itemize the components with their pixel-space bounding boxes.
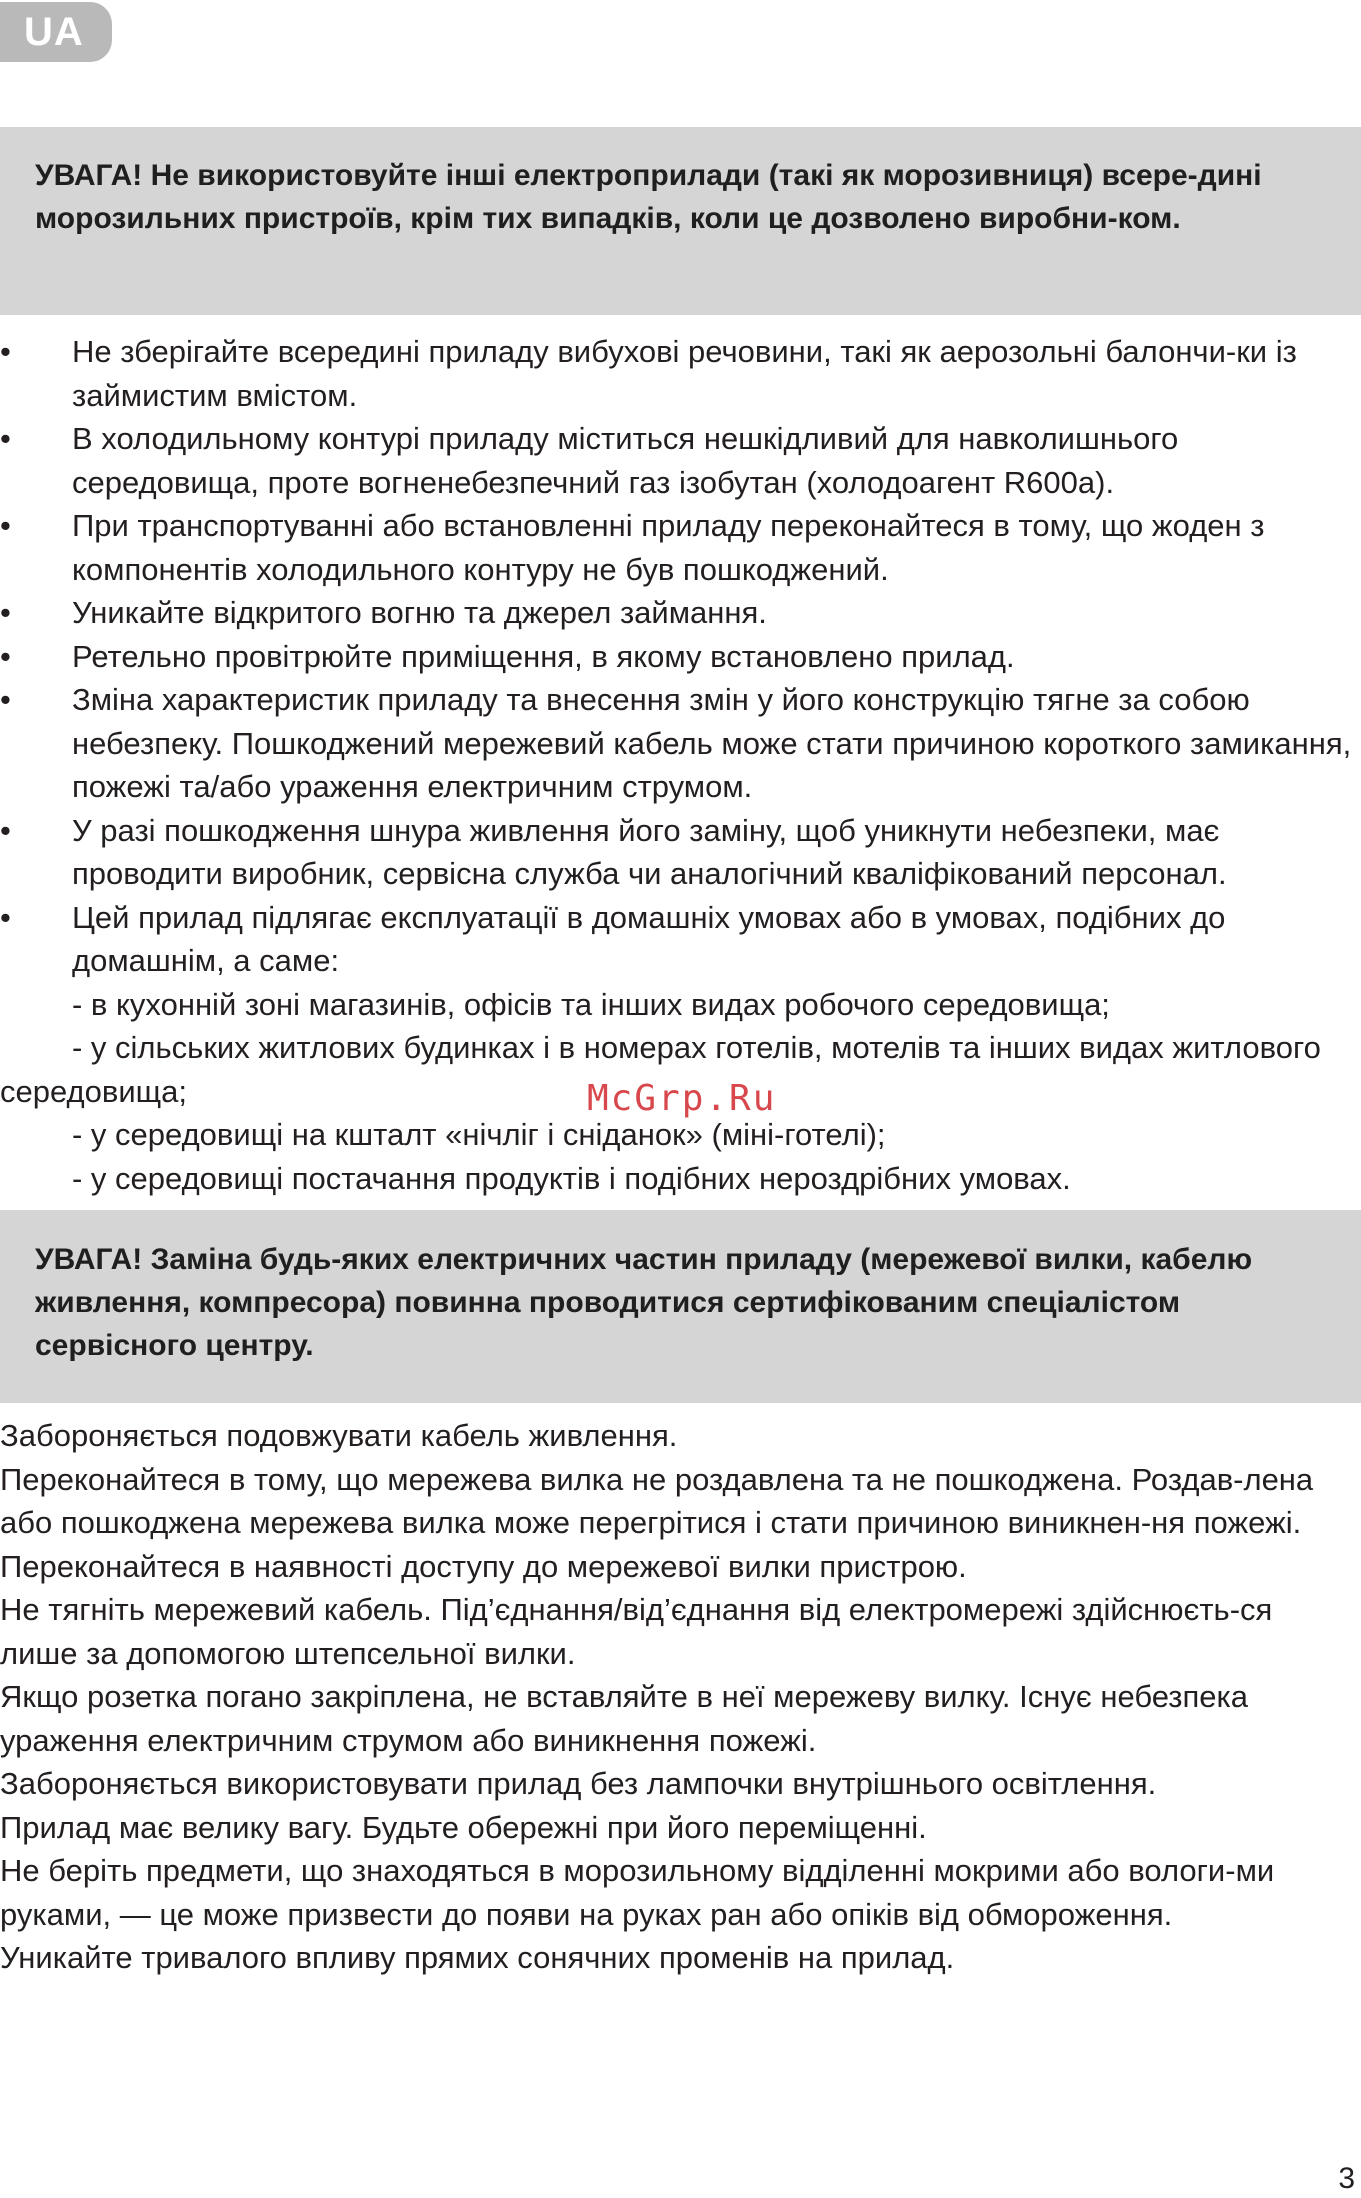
bullet-icon: • bbox=[0, 595, 11, 630]
sub-item-catering: - у середовищі постачання продуктів і подібних нероздрібних умовах. bbox=[72, 1160, 1071, 1196]
page-number: 3 bbox=[1338, 2162, 1355, 2195]
bullet-icon: • bbox=[0, 508, 11, 543]
bullet-icon: • bbox=[0, 899, 11, 935]
paragraph: Не тягніть мережевий кабель. Під’єднання/від’єднання від електромережі здійснюєть-ся лише за допомогою штепсельної вилки. bbox=[0, 1592, 1273, 1671]
list-item-text: Уникайте відкритого вогню та джерел займання. bbox=[72, 595, 767, 630]
list-item bbox=[0, 591, 1355, 635]
list-item bbox=[0, 330, 1355, 417]
watermark: McGrp.Ru bbox=[587, 1078, 777, 1119]
list-item-text: При транспортуванні або встановленні приладу переконайтеся в тому, що жоден з компонентів холодильного контуру не був пошкоджений. bbox=[72, 508, 1265, 587]
bullet-icon: • bbox=[0, 682, 11, 717]
paragraph: Уникайте тривалого впливу прямих сонячних променів на прилад. bbox=[0, 1940, 955, 1975]
list-item-text: Зміна характеристик приладу та внесення змін у його конструкцію тягне за собою небезпеку. Пошкоджений мережевий кабель може стати причиною короткого замикання, пожежі та/або ураження електричним струмом. bbox=[72, 682, 1352, 804]
warning-box-electrical-appliances: УВАГА! Не використовуйте інші електроприлади (такі як морозивниця) всере-дині морозильних пристроїв, крім тих випадків, коли це дозволено виробни-ком. bbox=[0, 127, 1361, 315]
list-item-text: В холодильному контурі приладу міститься нешкідливий для навколишнього середовища, проте вогненебезпечний газ ізобутан (холодоагент R600a). bbox=[72, 421, 1179, 500]
bullet-icon: • bbox=[0, 638, 11, 674]
bullet-icon: • bbox=[0, 421, 11, 456]
paragraph: Забороняється використовувати прилад без лампочки внутрішнього освітлення. bbox=[0, 1766, 1157, 1801]
sub-item-bed-and-breakfast: - у середовищі на кшталт «нічліг і сніданок» (міні-готелі); bbox=[72, 1117, 886, 1152]
paragraph: Не беріть предмети, що знаходяться в морозильному відділенні мокрими або вологи-ми руками, — це може призвести до появи на руках ран або опіків від обмороження. bbox=[0, 1853, 1275, 1932]
safety-paragraphs bbox=[0, 1414, 1355, 1980]
list-item bbox=[0, 678, 1355, 809]
list-item bbox=[0, 635, 1355, 679]
list-item-text: Ретельно провітрюйте приміщення, в якому встановлено прилад. bbox=[72, 638, 1015, 674]
list-item-text: Цей прилад підлягає експлуатації в домашніх умовах або в умовах, подібних до домашнім, а саме: bbox=[72, 899, 1226, 978]
paragraph: Переконайтеся в тому, що мережева вилка не роздавлена та не пошкоджена. Роздав-лена або пошкоджена мережева вилка може перегрітися і стати причиною виникнен-ня пожежі. bbox=[0, 1461, 1314, 1540]
sub-item-rural-hotels: - у сільських житлових будинках і в номерах готелів, мотелів та інших видах житлового середовища; bbox=[0, 1030, 1321, 1109]
language-badge: UA bbox=[0, 2, 112, 62]
list-item-text: У разі пошкодження шнура живлення його заміну, щоб уникнути небезпеки, має проводити виробник, сервісна служба чи аналогічний кваліфікований персонал. bbox=[72, 812, 1227, 891]
bullet-icon: • bbox=[0, 334, 11, 369]
list-item-text: Не зберігайте всередині приладу вибухові речовини, такі як аерозольні балончи-ки із займистим вмістом. bbox=[72, 334, 1297, 413]
paragraph: Прилад має велику вагу. Будьте обережні при його переміщенні. bbox=[0, 1809, 927, 1845]
warning-box-electrical-parts: УВАГА! Заміна будь-яких електричних частин приладу (мережевої вилки, кабелю живлення, компресора) повинна проводитися сертифікованим спеціалістом сервісного центру. bbox=[0, 1210, 1361, 1403]
sub-item-kitchen-areas: - в кухонній зоні магазинів, офісів та інших видах робочого середовища; bbox=[72, 986, 1110, 1022]
paragraph: Забороняється подовжувати кабель живлення. bbox=[0, 1418, 678, 1453]
list-item bbox=[0, 809, 1355, 896]
list-item bbox=[0, 417, 1355, 504]
bullet-icon: • bbox=[0, 812, 11, 848]
list-item bbox=[0, 504, 1355, 591]
paragraph: Переконайтеся в наявності доступу до мережевої вилки пристрою. bbox=[0, 1548, 967, 1584]
list-item bbox=[0, 896, 1355, 1201]
paragraph: Якщо розетка погано закріплена, не вставляйте в неї мережеву вилку. Існує небезпека ураження електричним струмом або виникнення пожежі. bbox=[0, 1679, 1249, 1758]
safety-bullet-list bbox=[0, 330, 1355, 1200]
